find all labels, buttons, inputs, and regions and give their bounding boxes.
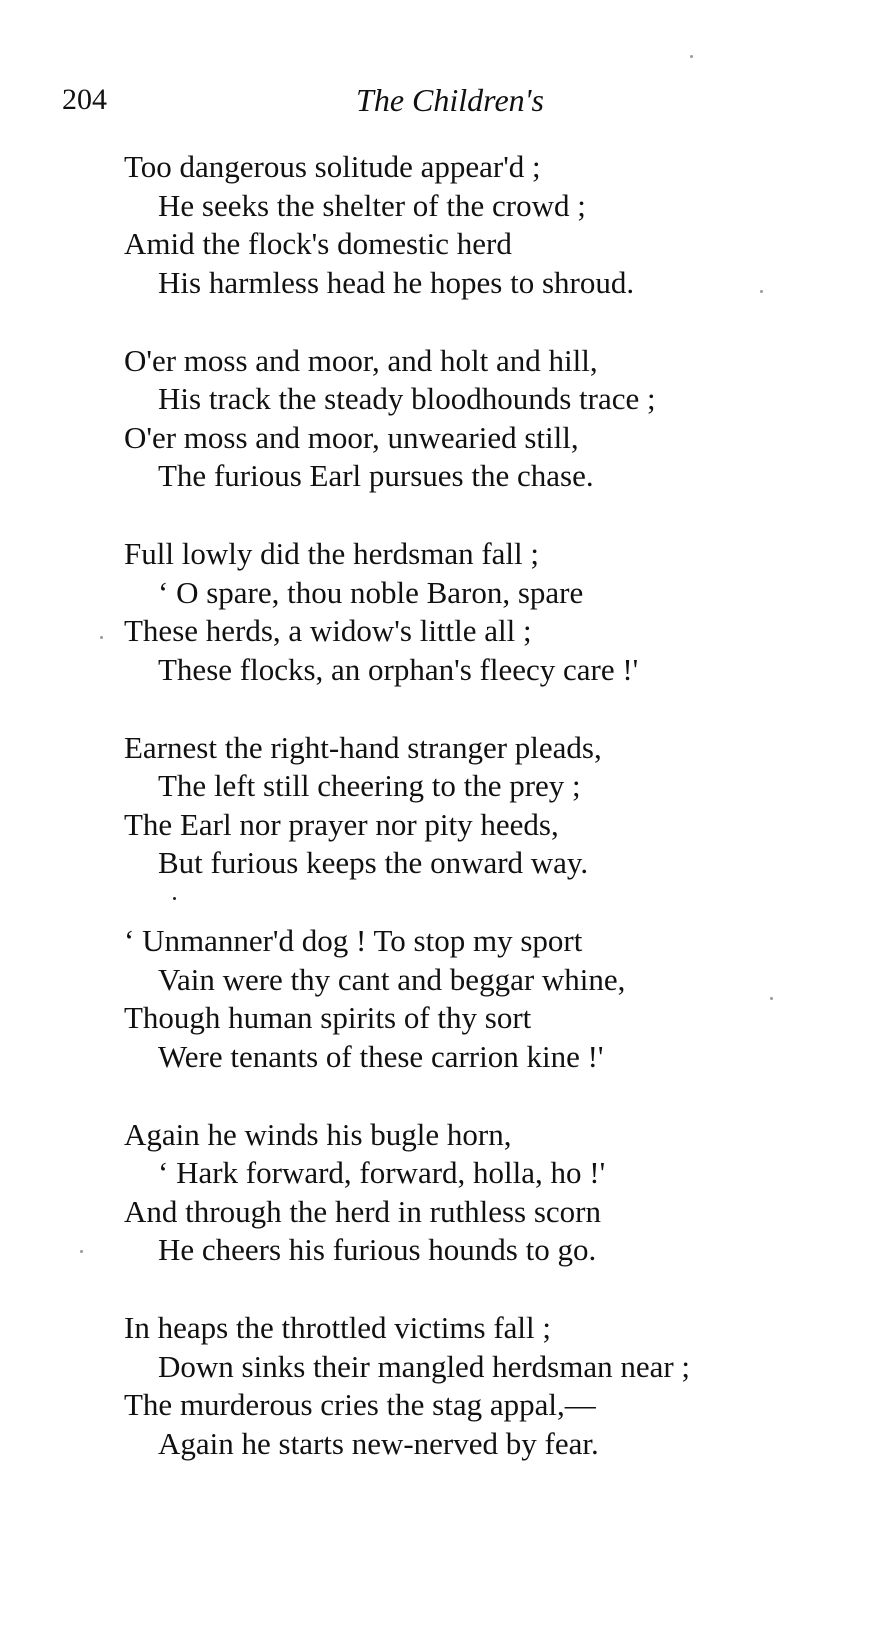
verse-line: Were tenants of these carrion kine !' xyxy=(158,1038,604,1074)
verse-line: These flocks, an orphan's fleecy care !' xyxy=(158,651,639,687)
verse-line: Down sinks their mangled herdsman near ; xyxy=(158,1348,691,1384)
verse-line: ‘ Hark forward, forward, holla, ho !' xyxy=(158,1155,606,1190)
stanza-4 xyxy=(124,729,844,883)
verse-line: Vain were thy cant and beggar whine, xyxy=(158,961,626,997)
stanza-6 xyxy=(124,1116,844,1270)
scan-speck xyxy=(173,897,176,900)
verse-line: His harmless head he hopes to shroud. xyxy=(158,264,635,300)
stanza-3 xyxy=(124,535,844,689)
verse-line: Amid the flock's domestic herd xyxy=(124,226,512,261)
verse-line: Full lowly did the herdsman fall ; xyxy=(124,536,540,571)
verse-line: Too dangerous solitude appear'd ; xyxy=(124,149,541,184)
scan-speck xyxy=(690,55,693,58)
verse-line: But furious keeps the onward way. xyxy=(158,845,589,880)
scan-speck xyxy=(80,1250,83,1253)
verse-line: He seeks the shelter of the crowd ; xyxy=(158,187,586,223)
scan-speck xyxy=(760,290,763,293)
poem xyxy=(124,148,844,1503)
verse-line: O'er moss and moor, unwearied still, xyxy=(124,419,579,455)
scan-speck xyxy=(100,636,103,639)
verse-line: ‘ Unmanner'd dog ! To stop my sport xyxy=(124,923,583,958)
verse-line: And through the herd in ruthless scorn xyxy=(124,1193,601,1229)
verse-line: These herds, a widow's little all ; xyxy=(124,613,532,648)
page-number: 204 xyxy=(62,83,107,116)
verse-line: The left still cheering to the prey ; xyxy=(158,768,581,803)
stanza-5 xyxy=(124,922,844,1076)
verse-line: His track the steady bloodhounds trace ; xyxy=(158,381,656,416)
verse-line: Again he winds his bugle horn, xyxy=(124,1116,512,1152)
verse-line: The murderous cries the stag appal,— xyxy=(124,1387,596,1422)
verse-line: The furious Earl pursues the chase. xyxy=(158,458,594,493)
verse-line: Again he starts new-nerved by fear. xyxy=(158,1425,599,1461)
scan-speck xyxy=(770,997,773,1000)
stanza-2 xyxy=(124,342,844,496)
verse-line: In heaps the throttled victims fall ; xyxy=(124,1310,552,1345)
stanza-7 xyxy=(124,1309,844,1463)
verse-line: ‘ O spare, thou noble Baron, spare xyxy=(158,574,584,610)
verse-line: Earnest the right-hand stranger pleads, xyxy=(124,729,602,765)
verse-line: The Earl nor prayer nor pity heeds, xyxy=(124,806,559,842)
verse-line: Though human spirits of thy sort xyxy=(124,1000,532,1035)
verse-line: He cheers his furious hounds to go. xyxy=(158,1232,597,1267)
verse-line: O'er moss and moor, and holt and hill, xyxy=(124,342,598,378)
stanza-1 xyxy=(124,148,844,302)
running-title: The Children's xyxy=(356,82,544,118)
